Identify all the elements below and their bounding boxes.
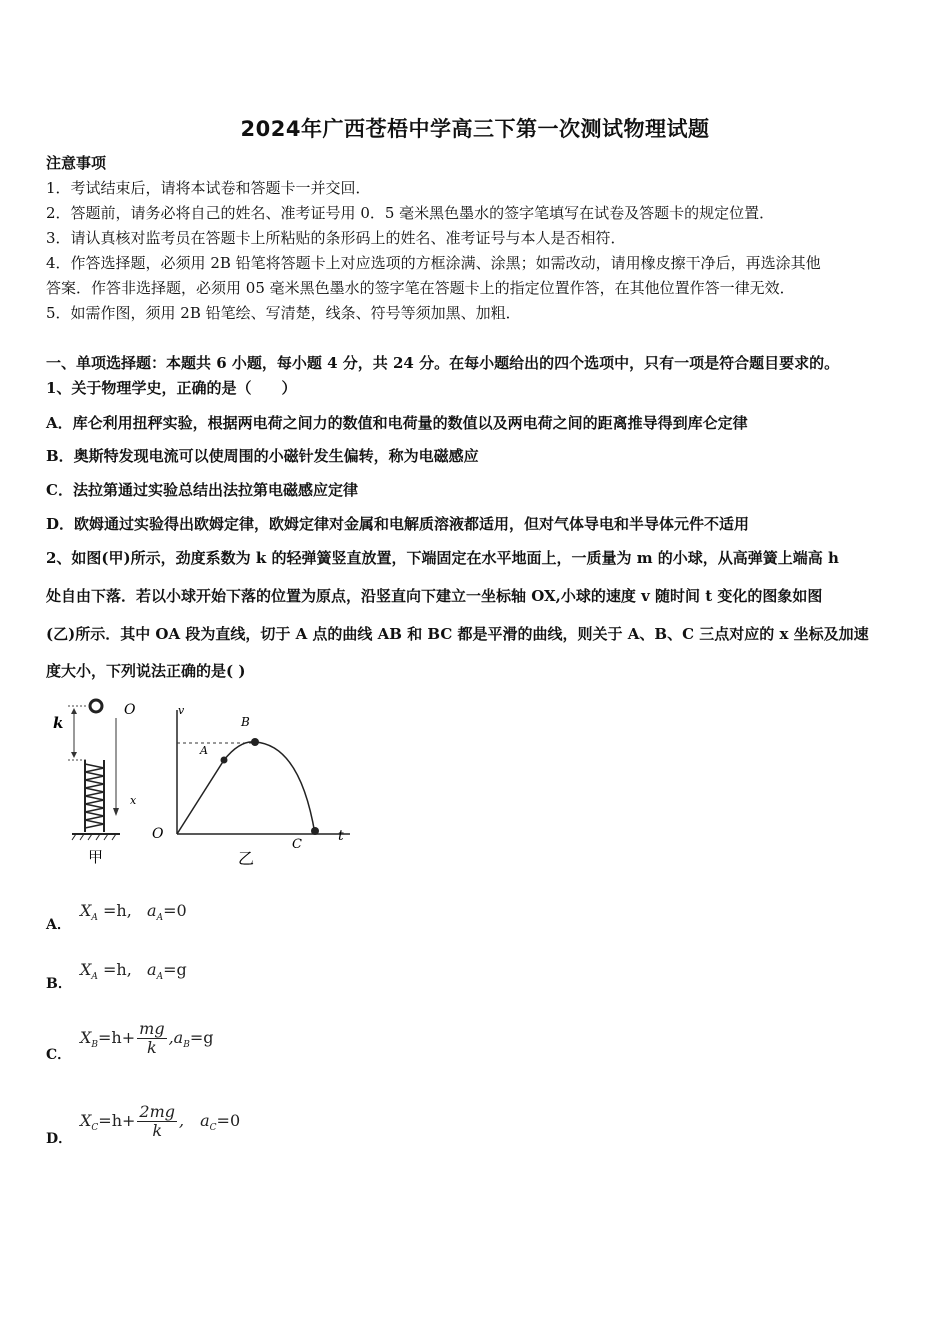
curve-abc [224,742,315,834]
figure-yi-caption: 乙 [238,849,255,868]
question-2-option-c-formula: $X_B=h+$ $\frac{mg}{k}$ $,a_B=g$ [80,1019,214,1057]
question-2-stem-line: (乙)所示．其中 OA 段为直线，切于 A 点的曲线 AB 和 BC 都是平滑的曲线，则关于 A、B、C 三点对应的 x 坐标及加速 [46,625,869,643]
notice-item: 1．考试结束后，请将本试卷和答题卡一并交回． [46,179,371,197]
page-title: 2024年广西苍梧中学高三下第一次测试物理试题 [240,117,710,141]
origin-label: O [152,826,164,842]
figure-yi [140,700,360,870]
question-1-option-d: D．欧姆通过实验得出欧姆定律，欧姆定律对金属和电解质溶液都适用，但对气体导电和半导体元件不适用 [46,515,750,533]
question-1-option-b: B．奥斯特发现电流可以使周围的小磁针发生偏转，称为电磁感应 [46,447,479,465]
question-2-stem-line: 2、如图(甲)所示，劲度系数为 k 的轻弹簧竖直放置，下端固定在水平地面上，一质量为 m 的小球，从高弹簧上端高 h [46,549,839,567]
point-c [311,827,319,835]
point-b-label: B [241,715,250,729]
spring-gap-label: k [53,714,64,732]
question-1-option-c: C．法拉第通过实验总结出法拉第电磁感应定律 [46,481,358,499]
point-c-label: C [292,837,302,852]
question-1-option-a: A．库仑利用扭秤实验，根据两电荷之间力的数值和电荷量的数值以及两电荷之间的距离推导得到库仑定律 [46,414,748,432]
point-b [251,738,259,746]
section-heading: 一、单项选择题：本题共 6 小题，每小题 4 分，共 24 分。在每小题给出的四个选项中，只有一项是符合题目要求的。 [46,354,840,372]
axis-origin-label: O [124,702,136,718]
question-1-stem: 1、关于物理学史，正确的是（ ） [46,379,297,397]
notice-item: 5．如需作图，须用 2B 铅笔绘、写清楚，线条、符号等须加黑、加粗． [46,304,521,322]
point-a-label: A [200,744,208,757]
question-2-option-d-formula: $X_C=h+$ $\frac{2mg}{k}$ , $a_C=0$ [80,1102,241,1140]
question-2-stem-line: 处自由下落．若以小球开始下落的位置为原点，沿竖直向下建立一坐标轴 OX,小球的速度 v 随时间 t 变化的图象如图 [46,587,823,605]
notice-item: 答案．作答非选择题，必须用 05 毫米黑色墨水的签字笔在答题卡上的指定位置作答，在其他位置作答一律无效． [46,279,795,297]
point-a [221,757,228,764]
question-2-option-b-label: B． [46,976,72,992]
notice-item: 2．答题前，请务必将自己的姓名、准考证号用 0．5 毫米黑色墨水的签字笔填写在试卷及答题卡的规定位置． [46,204,775,222]
question-2-option-a-formula: $X_A =h$, $a_A=0$ [80,901,187,924]
segment-oa [177,760,224,834]
question-2-option-b-formula: $X_A =h$, $a_A=g$ [80,960,187,983]
axis-t-label: t [338,828,344,844]
notice-heading: 注意事项 [46,154,107,172]
question-2-option-d-label: D． [46,1131,73,1147]
notice-item: 3．请认真核对监考员在答题卡上所粘贴的条形码上的姓名、准考证号与本人是否相符． [46,229,626,247]
axis-v-label: v [178,704,185,717]
question-2-stem-line: 度大小，下列说法正确的是( ) [46,662,246,680]
question-2-option-a-label: A． [46,917,71,933]
spring-coil [85,764,104,828]
question-2-option-c-label: C． [46,1047,72,1063]
ball-icon [90,700,102,712]
axis-x-label: x [130,794,137,807]
figure-jia-caption: 甲 [88,848,104,866]
notice-item: 4．作答选择题，必须用 2B 铅笔将答题卡上对应选项的方框涂满、涂黑；如需改动，请用橡皮擦干净后，再选涂其他 [46,254,821,272]
